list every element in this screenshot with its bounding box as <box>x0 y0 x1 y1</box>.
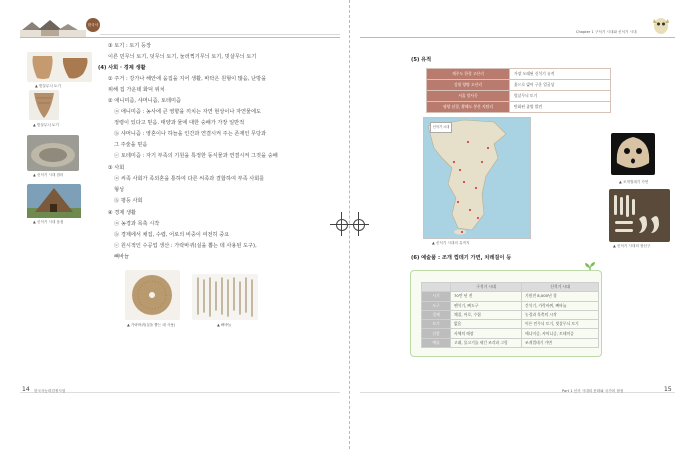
text-pottery: ③ 토기 : 토기 등장 <box>108 43 152 49</box>
left-page-number: 14 <box>22 386 30 393</box>
text-pottery-types: 이른 민무늬 토기, 덧무늬 토기, 눌러찍기무늬 토기, 빗살무늬 토기 <box>108 54 257 60</box>
comb-pottery-photo-2 <box>29 90 59 120</box>
text-craft-1: ⓒ 원시적인 수공업 생산 : 가락바퀴(실을 뽑는 데 사용된 도구), <box>114 243 257 249</box>
table-row <box>427 102 611 113</box>
column-header: 신석기 시대 <box>522 283 599 292</box>
table-cell: 간석기, 가락바퀴, 뼈바늘 <box>522 301 599 310</box>
table-cell: 사체의 매장 <box>451 329 522 338</box>
heading-art: (6) 예술품 : 조개 껍데기 가면, 치레걸이 등 <box>411 255 512 261</box>
text-animism-1: ⓐ 애니미즘 : 농사에 큰 영향을 끼치는 자연 현상이나 자연물에도 <box>114 109 262 115</box>
table-row <box>422 292 599 301</box>
text-clan-2: 형성 <box>114 187 125 193</box>
caption-pit-house: ▲ 신석기 시대 움집 <box>33 220 64 224</box>
site-feature: 탄화된 좁쌀 발견 <box>510 102 611 113</box>
caption-shell-mask: ▲ 조개껍데기 가면 <box>619 180 649 184</box>
table-row <box>422 329 599 338</box>
table-row <box>427 80 611 91</box>
right-header-chapter: Chapter 1 구석기 시대와 신석기 시대 <box>576 30 637 34</box>
table-cell: 고래, 물고기를 새긴 조각과 그림 <box>451 338 522 347</box>
table-row <box>427 91 611 102</box>
crosshair-left <box>336 219 348 231</box>
table-header-row <box>422 283 599 292</box>
dwelling-site-photo <box>27 135 79 171</box>
sites-table <box>426 68 611 113</box>
right-footer-part: Part 1 선사 시대의 문화와 국가의 형성 <box>562 389 624 393</box>
left-footer-book: 한국사능력검정시험 <box>34 389 66 393</box>
bone-needle-photo <box>192 274 258 320</box>
owl-mascot-icon <box>650 13 672 35</box>
text-society: ③ 사회 <box>108 165 125 171</box>
heading-social-economic: (4) 사회 · 경제 생활 <box>98 65 146 71</box>
row-label: 토기 <box>422 320 451 329</box>
table-cell: 이른 민무늬 토기, 빗살무늬 토기 <box>522 320 599 329</box>
pit-house-photo <box>27 184 81 218</box>
text-shamanism-1: ⓑ 샤머니즘 : 영혼이나 하늘을 인간과 연결시켜 주는 존재인 무당과 <box>114 131 267 137</box>
text-farming: ⓐ 농경과 목축 시작 <box>114 221 160 227</box>
table-row <box>422 320 599 329</box>
comb-pottery-photo <box>27 52 92 82</box>
site-name: 제주도 한경 고산리 <box>427 69 510 80</box>
shell-mask-photo <box>611 133 655 175</box>
map-legend <box>430 122 452 133</box>
row-label: 경제 <box>422 310 451 319</box>
caption-dwelling-site: ▲ 신석기 시대 집터 <box>33 173 64 177</box>
row-label: 도구 <box>422 301 451 310</box>
table-row <box>422 310 599 319</box>
text-beliefs: ② 애니미즘, 샤머니즘, 토테미즘 <box>108 98 182 104</box>
text-animism-2: 정령이 있다고 믿음. 태양과 물에 대한 숭배가 가장 일반적 <box>114 120 245 126</box>
left-header-rule <box>20 37 340 38</box>
spindle-whorl-photo <box>125 270 180 320</box>
table-cell: 농경과 목축의 시작 <box>522 310 599 319</box>
text-totemism: ⓒ 토테미즘 : 자기 부족의 기원을 특정한 동식물과 연결시켜 그것을 숭배 <box>114 153 278 159</box>
left-footer-rule <box>20 392 340 393</box>
text-economy: ④ 경제 생활 <box>108 210 136 216</box>
text-clan-1: ⓐ 씨족 사회가 족외혼을 통하여 다른 씨족과 결합하여 부족 사회를 <box>114 176 265 182</box>
table-cell: 70만 년 전 <box>451 292 522 301</box>
column-header: 구석기 시대 <box>451 283 522 292</box>
site-name: 강원 양양 오산리 <box>427 80 510 91</box>
caption-bone-needle: ▲ 뼈바늘 <box>217 323 232 327</box>
table-row <box>422 338 599 347</box>
table-row <box>422 301 599 310</box>
left-header-banner <box>20 18 86 38</box>
text-housing-1: ① 주거 : 강가나 해안에 움집을 지어 생활, 바닥은 원형이 많음, 난방을 <box>108 76 267 82</box>
crosshair-right <box>353 219 365 231</box>
site-feature: 흙으로 빚어 구운 얼굴상 <box>510 80 611 91</box>
crosshair-left-v <box>341 212 342 236</box>
row-label: 시기 <box>422 292 451 301</box>
table-cell: 채집, 어로, 수렵 <box>451 310 522 319</box>
right-page-number: 15 <box>664 386 672 393</box>
caption-spindle-whorl: ▲ 가락바퀴(실을 뽑는 데 사용) <box>127 323 176 327</box>
site-name: 서울 암사동 <box>427 91 510 102</box>
left-header-accent <box>100 34 340 35</box>
chapter-badge <box>86 18 100 32</box>
comparison-table <box>421 282 599 348</box>
caption-map: ▲ 신석기 시대의 유적지 <box>432 241 470 245</box>
caption-pottery-2: ▲ 빗살무늬 토기 <box>33 123 59 127</box>
map-legend-label: 신석기 시대 <box>432 125 450 129</box>
table-cell: 없음 <box>451 320 522 329</box>
right-footer-rule <box>360 392 675 393</box>
text-gathering: ⓑ 경제에서 채집, 수렵, 어로의 비중이 여전히 중요 <box>114 232 230 238</box>
table-cell: 애니미즘, 샤머니즘, 토테미즘 <box>522 329 599 338</box>
text-craft-2: 뼈바늘 <box>114 254 130 260</box>
chapter-badge-label: 한국사 <box>87 23 99 27</box>
row-label: 신앙 <box>422 329 451 338</box>
table-cell: 기원전 8,000년 경 <box>522 292 599 301</box>
table-row <box>427 69 611 80</box>
caption-pottery-1: ▲ 빗살무늬 토기 <box>35 84 61 88</box>
text-housing-2: 위해 집 가운데 화덕 위치 <box>108 87 165 93</box>
text-shamanism-2: 그 주술을 믿음 <box>114 142 148 148</box>
site-feature: 가장 오래된 신석기 유적 <box>510 69 611 80</box>
crosshair-right-v <box>358 212 359 236</box>
sites-map <box>423 117 531 239</box>
table-cell: 조개껍데기 가면 <box>522 338 599 347</box>
ornaments-photo <box>609 189 670 242</box>
caption-ornaments: ▲ 신석기 시대의 장신구 <box>613 244 651 248</box>
table-cell: 뗀석기, 뼈도구 <box>451 301 522 310</box>
right-header-rule <box>360 37 675 38</box>
column-header <box>422 283 451 292</box>
text-equality: ⓑ 평등 사회 <box>114 198 143 204</box>
site-feature: 빗살무늬 토기 <box>510 91 611 102</box>
site-name: 평양 남경, 황해도 봉산 지탑리 <box>427 102 510 113</box>
heading-sites: (5) 유적 <box>411 57 432 63</box>
row-label: 예술 <box>422 338 451 347</box>
